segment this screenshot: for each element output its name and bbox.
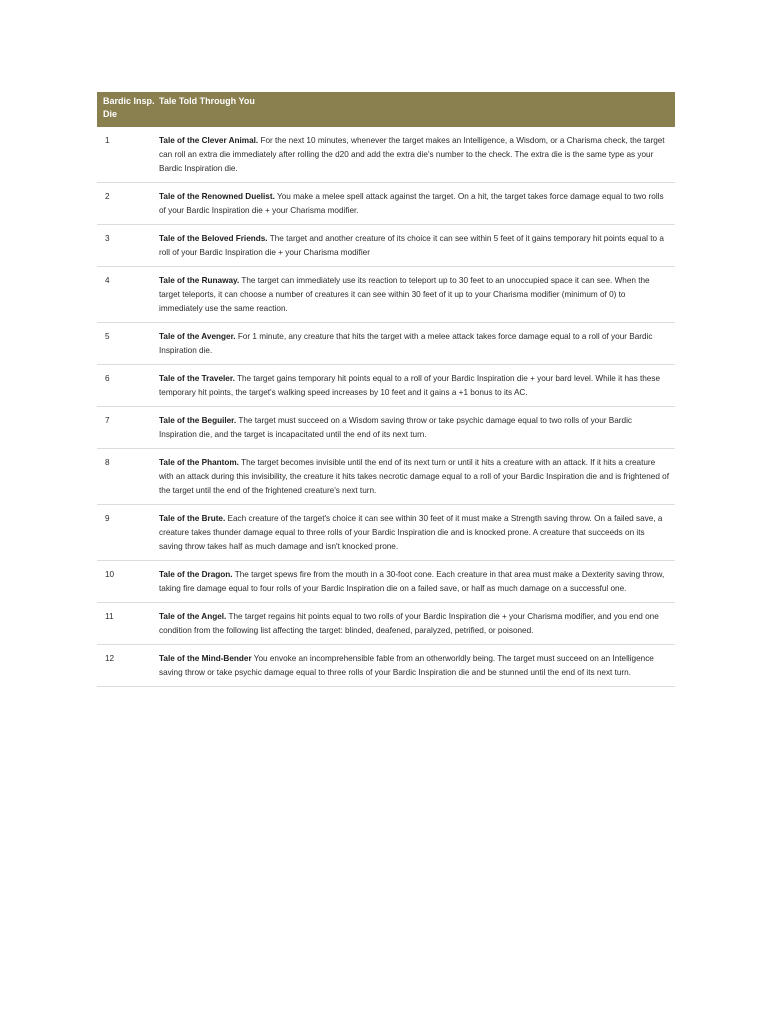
table-row — [97, 449, 675, 505]
tale-name: Tale of the Dragon. — [159, 570, 233, 579]
row-die-value: 12 — [105, 654, 115, 663]
table-row — [97, 561, 675, 603]
row-tale-cell — [159, 134, 675, 176]
tale-description: You make a melee spell attack against the target. On a hit, the target takes force damage equal to two rolls of your Bardic Inspiration die + your Charisma modifier. — [159, 192, 664, 215]
table-row — [97, 267, 675, 323]
table-row — [97, 183, 675, 225]
tales-table — [97, 92, 675, 687]
table-row — [97, 505, 675, 561]
row-tale-cell — [159, 456, 675, 498]
row-tale-cell — [159, 652, 675, 680]
row-die-value: 6 — [105, 374, 110, 383]
row-die-value: 8 — [105, 458, 110, 467]
row-die-value: 7 — [105, 416, 110, 425]
row-tale-cell — [159, 568, 675, 596]
row-tale-cell — [159, 232, 675, 260]
row-die-value: 2 — [105, 192, 110, 201]
tale-description: The target spews fire from the mouth in a 30-foot cone. Each creature in that area must make a Dexterity saving throw, taking fire damage equal to four rolls of your Bardic Inspiration die on a failed save, or half as much damage on a successful one. — [159, 570, 665, 593]
tale-name: Tale of the Beguiler. — [159, 416, 237, 425]
table-body — [97, 127, 675, 687]
tale-description: Each creature of the target's choice it can see within 30 feet of it must make a Strength saving throw. On a failed save, a creature takes thunder damage equal to three rolls of your Bardic Inspiration die and is knocked prone. A creature that succeeds on its saving throw takes half as much damage and isn't knocked prone. — [159, 514, 663, 551]
tale-description: The target can immediately use its reaction to teleport up to 30 feet to an unoccupied space it can see. When the target teleports, it can choose a number of creatures it can see within 30 feet of it up to your Charisma modifier (minimum of 0) to immediately use the same reaction. — [159, 276, 650, 313]
row-die-value: 5 — [105, 332, 110, 341]
row-tale-cell — [159, 190, 675, 218]
header-bardic-die: Bardic Insp. Die — [103, 96, 155, 119]
row-die-value: 3 — [105, 234, 110, 243]
tale-description: The target becomes invisible until the end of its next turn or until it hits a creature with an attack. If it hits a creature with an attack during this invisibility, the creature it hits takes necrotic damage equal to a roll of your Bardic Inspiration die and is frightened of the target until the end of the frightened creature's next turn. — [159, 458, 670, 495]
table-row — [97, 225, 675, 267]
tale-description: The target gains temporary hit points equal to a roll of your Bardic Inspiration die + your bard level. While it has these temporary hit points, the target's walking speed increases by 10 feet and it gains a +1 bonus to its AC. — [159, 374, 660, 397]
tale-description: The target and another creature of its choice it can see within 5 feet of it gains temporary hit points equal to a roll of your Bardic Inspiration die + your Charisma modifier — [159, 234, 664, 257]
table-row — [97, 407, 675, 449]
row-tale-cell — [159, 610, 675, 638]
tale-name: Tale of the Traveler. — [159, 374, 235, 383]
row-die-value: 10 — [105, 570, 115, 579]
table-row — [97, 603, 675, 645]
table-row — [97, 365, 675, 407]
tale-name: Tale of the Phantom. — [159, 458, 239, 467]
row-tale-cell — [159, 372, 675, 400]
tale-name: Tale of the Mind-Bender — [159, 654, 252, 663]
header-tale: Tale Told Through You — [159, 96, 255, 106]
row-die-value: 4 — [105, 276, 110, 285]
row-die-value: 1 — [105, 136, 110, 145]
tale-description: You envoke an incomprehensible fable from an otherworldly being. The target must succeed on an Intelligence saving throw or take psychic damage equal to three rolls of your Bardic Inspiration die and be stunned until the end of its next turn. — [159, 654, 654, 677]
table-row — [97, 645, 675, 687]
tale-name: Tale of the Clever Animal. — [159, 136, 259, 145]
row-tale-cell — [159, 414, 675, 442]
tale-description: The target regains hit points equal to two rolls of your Bardic Inspiration die + your Charisma modifier, and you end one condition from the following list affecting the target: blinded, deafened, paralyzed, petrified, or poisoned. — [159, 612, 659, 635]
tale-name: Tale of the Renowned Duelist. — [159, 192, 275, 201]
row-tale-cell — [159, 330, 675, 358]
row-tale-cell — [159, 512, 675, 554]
tale-name: Tale of the Angel. — [159, 612, 227, 621]
table-row — [97, 323, 675, 365]
tale-name: Tale of the Brute. — [159, 514, 226, 523]
table-header — [97, 92, 675, 127]
table-row — [97, 127, 675, 183]
row-die-value: 11 — [105, 612, 114, 621]
tale-description: For the next 10 minutes, whenever the target makes an Intelligence, a Wisdom, or a Charisma check, the target can roll an extra die immediately after rolling the d20 and add the extra die's number to the check. The extra die is the same type as your Bardic Inspiration die. — [159, 136, 665, 173]
tale-name: Tale of the Beloved Friends. — [159, 234, 268, 243]
tale-description: The target must succeed on a Wisdom saving throw or take psychic damage equal to two rolls of your Bardic Inspiration die, and the target is incapacitated until the end of its next turn. — [159, 416, 632, 439]
tale-description: For 1 minute, any creature that hits the target with a melee attack takes force damage equal to a roll of your Bardic Inspiration die. — [159, 332, 653, 355]
tale-name: Tale of the Avenger. — [159, 332, 236, 341]
tale-name: Tale of the Runaway. — [159, 276, 240, 285]
row-tale-cell — [159, 274, 675, 316]
row-die-value: 9 — [105, 514, 110, 523]
